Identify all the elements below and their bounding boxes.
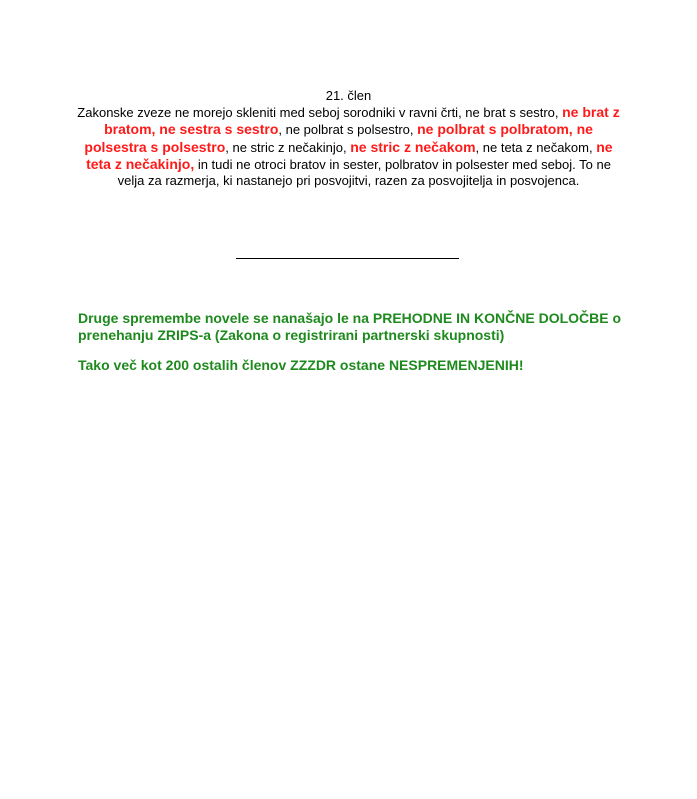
note-unchanged-articles: Tako več kot 200 ostalih členov ZZZDR ostane NESPREMENJENIH! [78,357,524,373]
highlighted-segment: ne brat z bratom, ne sestra s sestro [104,104,620,138]
highlighted-segment: ne stric z nečakom [350,138,476,155]
article-segment: , ne stric z nečakinjo, [225,139,351,155]
article-segment: , ne polbrat s polsestro, [278,122,418,138]
article-segment: Zakonske zveze ne morejo skleniti med seboj sorodniki v ravni črti, ne brat s sestro, [77,105,563,121]
article-text [72,104,625,189]
note-other-changes: Druge spremembe novele se nanašajo le na PREHODNE IN KONČNE DOLOČBE o prenehanju ZRIPS-a (Zakona o registrirani partnerski skupnosti) [78,310,622,343]
article-21 [72,88,625,189]
highlighted-segment: ne teta z nečakinjo, [86,138,613,172]
article-title: 21. člen [325,88,372,103]
article-segment: in tudi ne otroci bratov in sester, polbratov in polsester med seboj. To ne velja za razmerja, ki nastanejo pri posvojitvi, razen za posvojitelja in posvojenca. [117,156,611,189]
article-segment: , ne teta z nečakom, [475,139,597,155]
separator-line [236,258,459,259]
highlighted-segment: ne polbrat s polbratom, ne polsestra s polsestro [84,121,593,155]
